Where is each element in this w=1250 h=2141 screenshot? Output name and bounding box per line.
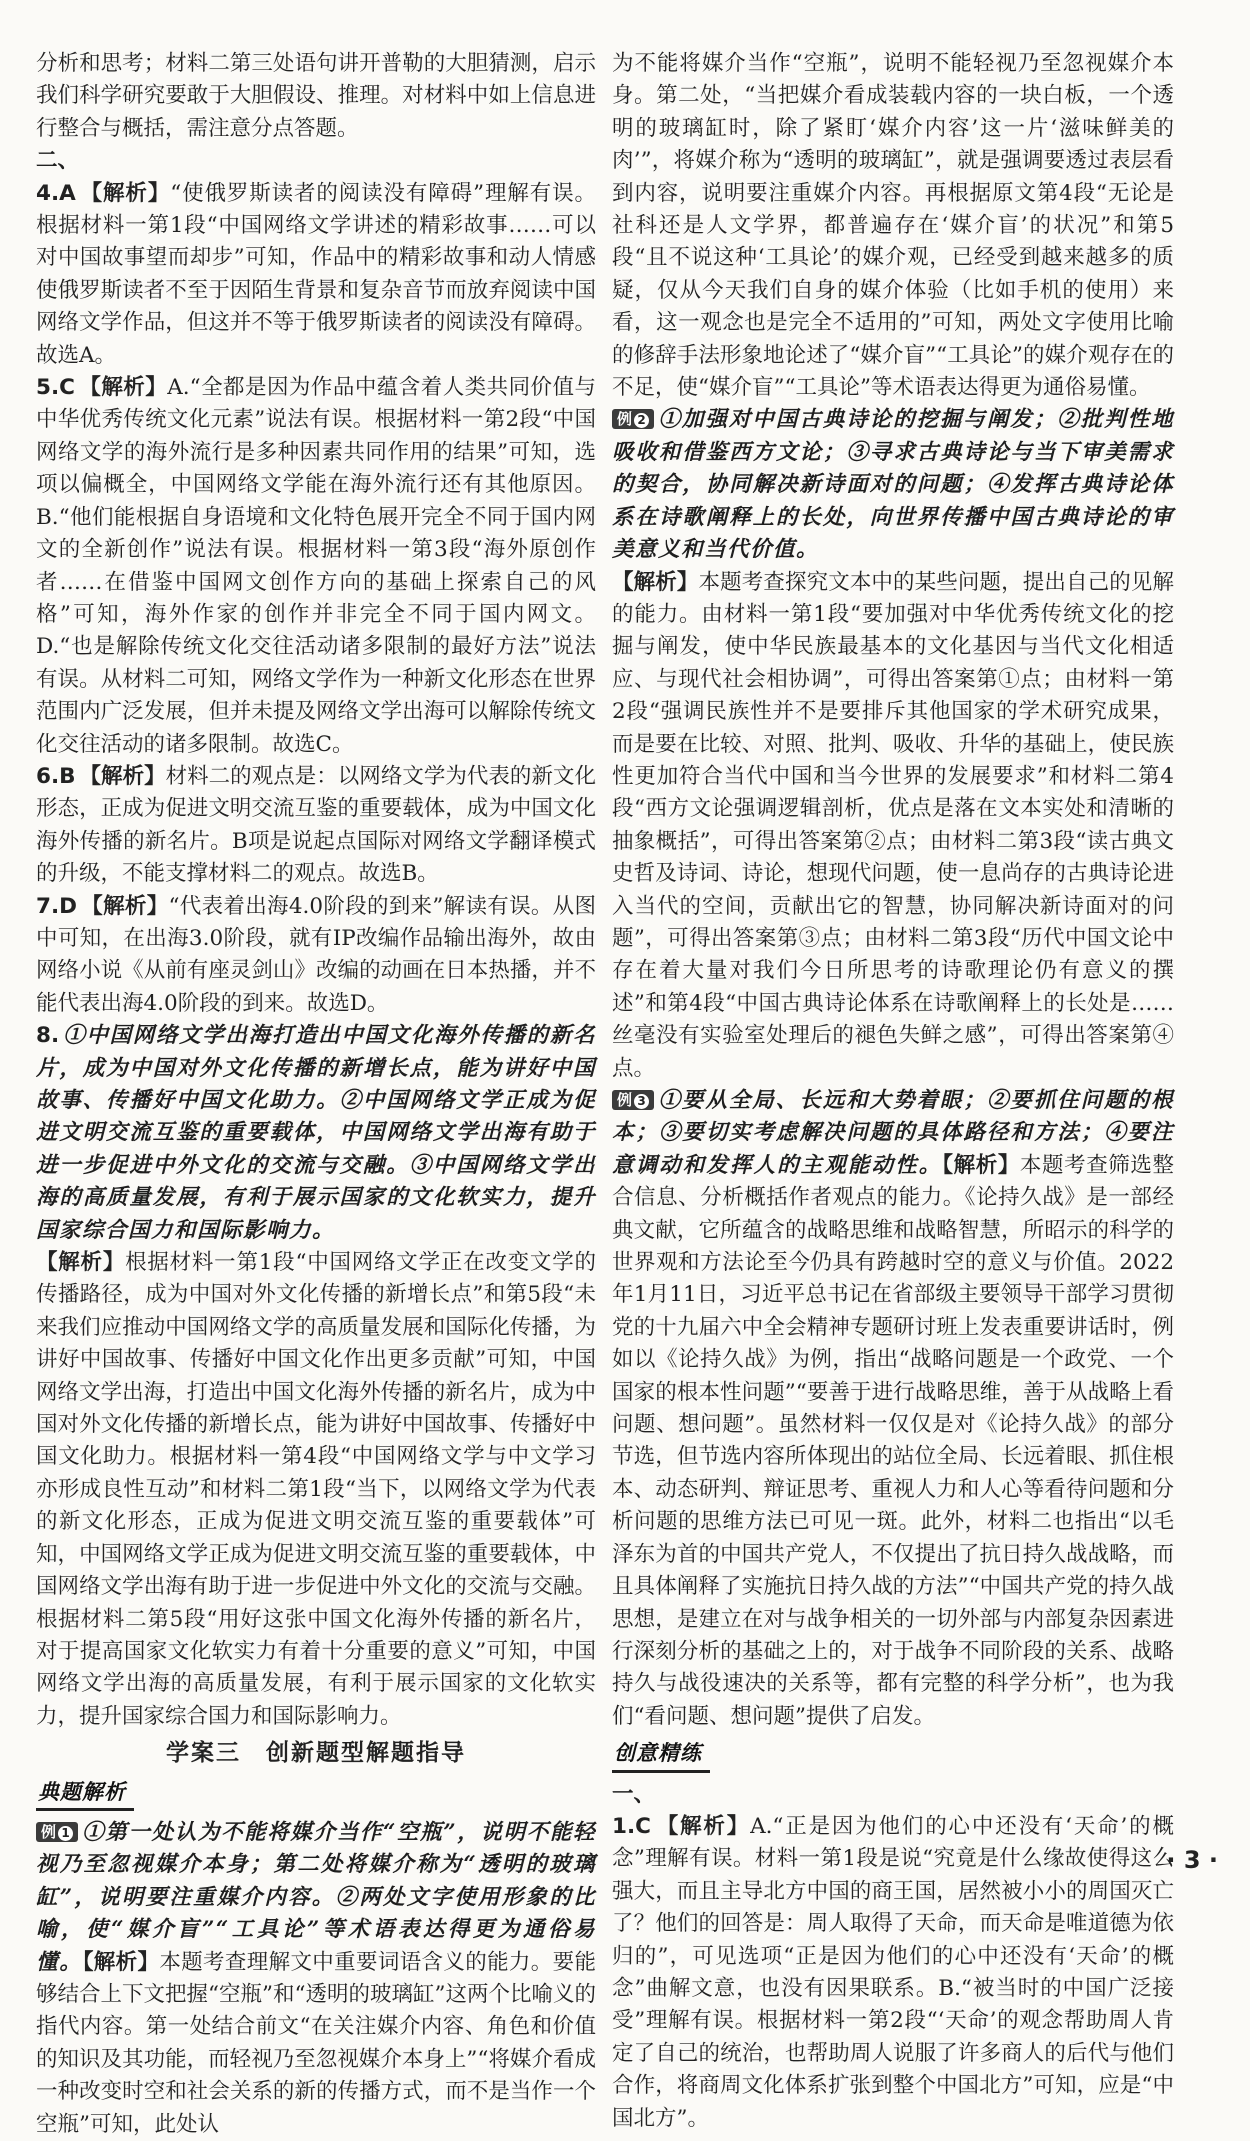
example-3-tag: 【解析】: [942, 1152, 1020, 1178]
left-column: [36, 48, 596, 2141]
q6-text: 材料二的观点是：以网络文学为代表的新文化形态，正成为促进文明交流互鉴的重要载体，成为中国文化海外传播的新名片。B项是说起点国际对网络文学翻译模式的升级，不能支撑材料二的观点。故选B。: [36, 763, 596, 887]
example-3: [612, 1085, 1174, 1733]
example-1: [36, 1817, 596, 2141]
q5-tag: 【解析】: [78, 375, 168, 401]
q6-number: 6.B: [36, 763, 76, 789]
answer-q4: [36, 178, 596, 372]
example-1-badge: 例 1: [36, 1822, 78, 1842]
example-2-handwritten-answer: ①加强对中国古典诗论的挖掘与阐发；②批判性地吸收和借鉴西方文论；③寻求古典诗论与当下审美需求的契合，协同解决新诗面对的问题；④发挥古典诗论体系在诗歌阐释上的长处，向世界传播中国古典诗论的审美意义和当代价值。: [612, 407, 1174, 563]
example-1-text: 本题考查理解文中重要词语含义的能力。要能够结合上下文把握“空瓶”和“透明的玻璃缸”这两个比喻义的指代内容。第一处结合前文“在关注媒介内容、角色和价值的知识及其功能，而轻视乃至忽视媒介本身上”“将媒介看成一种改变时空和社会关系的新的传播方式，而不是当作一个空瓶”可知，此处认: [36, 1949, 596, 2137]
q4-number: 4.A: [36, 180, 76, 206]
answer-q5: [36, 372, 596, 761]
example-1-continued: 为不能将媒介当作“空瓶”，说明不能轻视乃至忽视媒介本身。第二处，“当把媒介看成装载内容的一块白板，一个透明的玻璃缸时，除了紧盯‘媒介内容’这一片‘滋味鲜美的肉’”，将媒介称为“透明的玻璃缸”，就是强调要透过表层看到内容，说明要注重媒介内容。再根据原文第4段“无论是社科还是人文学界，都普遍存在‘媒介盲’的状况”和第5段“且不说这种‘工具论’的媒介观，已经受到越来越多的质疑，仅从今天我们自身的媒介体验（比如手机的使用）来看，这一观念也是完全不适用的”可知，两处文字使用比喻的修辞手法形象地论述了“媒介盲”“工具论”的媒介观存在的不足，使“媒介盲”“工具论”等术语表达得更为通俗易懂。: [612, 51, 1174, 401]
q7-text: “代表着出海4.0阶段的到来”解读有误。从图中可知，在出海3.0阶段，就有IP改编作品输出海外，故由网络小说《从前有座灵剑山》改编的动画在日本热播，并不能代表出海4.0阶段的到来。故选D。: [36, 893, 596, 1016]
chapter-title: 学案三 创新题型解题指导: [166, 1740, 466, 1767]
q1-text: A.“正是因为他们的心中还没有‘天命’的概念”理解有误。材料一第1段是说“究竟是什么缘故使得这么强大，而且主导北方中国的商王国，居然被小小的周国灭亡了？他们的回答是：周人取得了天命，而天命是唯道德为依归的”，可见选项“正是因为他们的心中还没有‘天命’的概念”曲解文意，也没有因果联系。B.“被当时的中国广泛接受”理解有误。根据材料一第2段“‘天命’的观念帮助周人肯定了自己的统治，也帮助周人说服了许多商人的后代与他们合作，将商周文化体系扩张到整个中国北方”可知，应是“中国北方”。: [612, 1813, 1174, 2131]
example-2-badge: 例 2: [612, 409, 654, 429]
intro-paragraph: 分析和思考；材料二第三处语句讲开普勒的大胆猜测，启示我们科学研究要敢于大胆假设、推理。对材料中如上信息进行整合与概括，需注意分点答题。: [36, 51, 596, 141]
q7-number: 7.D: [36, 893, 77, 919]
section-label-practice: 创意精练: [612, 1737, 710, 1772]
example-3-text: 本题考查筛选整合信息、分析概括作者观点的能力。《论持久战》是一部经典文献，它所蕴含的战略思维和战略智慧，所昭示的科学的世界观和方法论至今仍具有跨越时空的意义与价值。2022年1月11日，习近平总书记在省部级主要领导干部学习贯彻党的十九届六中全会精神专题研讨班上发表重要讲话时，例如以《论持久战》为例，指出“战略问题是一个政党、一个国家的根本性问题”“要善于进行战略思维，善于从战略上看问题、想问题”。虽然材料一仅仅是对《论持久战》的部分节选，但节选内容所体现出的站位全局、长远着眼、抓住根本、动态研判、辩证思考、重视人力和人心等看待问题和分析问题的思维方法已可见一斑。此外，材料二也指出“以毛泽东为首的中国共产党人，不仅提出了抗日持久战战略，而且具体阐释了实施抗日持久战的方法”“中国共产党的持久战思想，是建立在对与战争相关的一切外部与内部复杂因素进行深刻分析的基础之上的，对于战争不同阶段的关系、战略持久与战役速决的关系等，都有完整的科学分析”，也为我们“看问题、想问题”提供了启发。: [612, 1152, 1174, 1729]
q5-text: A.“全都是因为作品中蕴含着人类共同价值与中华优秀传统文化元素”说法有误。根据材料一第2段“中国网络文学的海外流行是多种因素共同作用的结果”可知，选项以偏概全，中国网络文学能在海外流行还有其他原因。B.“他们能根据自身语境和文化特色展开完全不同于国内网文的全新创作”说法有误。根据材料一第3段“海外原创作者……在借鉴中国网文创作方向的基础上探索自己的风格”可知，海外作家的创作并非完全不同于国内网文。D.“也是解除传统文化交往活动诸多限制的最好方法”说法有误。从材料二可知，网络文学作为一种新文化形态在世界范围内广泛发展，但并未提及网络文学出海可以解除传统文化交往活动的诸多限制。故选C。: [36, 375, 596, 757]
example-1-handwritten-answer: ①第一处认为不能将媒介当作“空瓶”，说明不能轻视乃至忽视媒介本身；第二处将媒介称为“透明的玻璃缸”，说明要注重媒介内容。②两处文字使用形象的比喻，使“媒介盲”“工具论”等术语表达得更为通俗易懂。: [36, 1819, 596, 1975]
right-column: [612, 48, 1174, 2135]
q6-tag: 【解析】: [79, 763, 166, 789]
q8-number: 8.: [36, 1023, 60, 1049]
example-2-tag: 【解析】: [612, 569, 699, 595]
q5-number: 5.C: [36, 375, 75, 401]
answer-q6: [36, 761, 596, 891]
example-2: [612, 404, 1174, 1085]
section-heading-two: 二、: [36, 148, 80, 174]
answer-q7: [36, 891, 596, 1021]
q1-tag: 【解析】: [654, 1813, 751, 1839]
example-3-badge: 例 3: [612, 1090, 654, 1110]
section-heading-one: 一、: [612, 1781, 656, 1807]
example-1-tag: 【解析】: [82, 1949, 160, 1975]
answer-q8: [36, 1020, 596, 1733]
example-3-handwritten-answer: ①要从全局、长远和大势着眼；②要抓住问题的根本；③要切实考虑解决问题的具体路径和方法；④要注意调动和发挥人的主观能动性。: [612, 1088, 1174, 1178]
q7-tag: 【解析】: [80, 893, 169, 919]
q4-text: “使俄罗斯读者的阅读没有障碍”理解有误。根据材料一第1段“中国网络文学讲述的精彩故事……可以对中国故事望而却步”可知，作品中的精彩故事和动人情感使俄罗斯读者不至于因陌生背景和复杂音节而放弃阅读中国网络文学作品，但这并不等于俄罗斯读者的阅读没有障碍。故选A。: [36, 180, 596, 368]
answer-q1: [612, 1811, 1174, 2135]
q4-tag: 【解析】: [79, 180, 171, 206]
page-number: · 3 ·: [1166, 1846, 1218, 1874]
q8-text: 根据材料一第1段“中国网络文学正在改变文学的传播路径，成为中国对外文化传播的新增长点”和第5段“未来我们应推动中国网络文学的高质量发展和国际化传播，为讲好中国故事、传播好中国文化作出更多贡献”可知，中国网络文学出海，打造出中国文化海外传播的新名片，成为中国对外文化传播的新增长点，能为讲好中国故事、传播好中国文化助力。根据材料一第4段“中国网络文学与中文学习亦形成良性互动”和材料二第1段“当下，以网络文学为代表的新文化形态，正成为促进文明交流互鉴的重要载体”可知，中国网络文学正成为促进文明交流互鉴的重要载体，中国网络文学出海有助于进一步促进中外文化的交流与交融。根据材料二第5段“用好这张中国文化海外传播的新名片，对于提高国家文化软实力有着十分重要的意义”可知，中国网络文学出海的高质量发展，有利于展示国家的文化软实力，提升国家综合国力和国际影响力。: [36, 1250, 596, 1729]
q1-number: 1.C: [612, 1813, 651, 1839]
section-label-typical: 典题解析: [36, 1776, 134, 1811]
q8-tag: 【解析】: [36, 1250, 126, 1276]
example-2-text: 本题考查探究文本中的某些问题，提出自己的见解的能力。由材料一第1段“要加强对中华优秀传统文化的挖掘与阐发，使中华民族最基本的文化基因与当代文化相适应、与现代社会相协调”，可得出答案第①点；由材料一第2段“强调民族性并不是要排斥其他国家的学术研究成果，而是要在比较、对照、批判、吸收、升华的基础上，使民族性更加符合当代中国和当今世界的发展要求”和材料二第4段“西方文论强调逻辑剖析，优点是落在文本实处和清晰的抽象概括”，可得出答案第②点；由材料二第3段“读古典文史哲及诗词、诗论，想现代问题，使一息尚存的古典诗论进入当代的空间，贡献出它的智慧，协同解决新诗面对的问题”，可得出答案第③点；由材料二第3段“历代中国文论中存在着大量对我们今日所思考的诗歌理论仍有意义的撰述”和第4段“中国古典诗论体系在诗歌阐释上的长处是……丝毫没有实验室处理后的褪色失鲜之感”，可得出答案第④点。: [612, 569, 1174, 1081]
q8-handwritten-answer: ①中国网络文学出海打造出中国文化海外传播的新名片，成为中国对外文化传播的新增长点，能为讲好中国故事、传播好中国文化助力。②中国网络文学正成为促进文明交流互鉴的重要载体，中国网络文学出海有助于进一步促进中外文化的交流与交融。③中国网络文学出海的高质量发展，有利于展示国家的文化软实力，提升国家综合国力和国际影响力。: [36, 1023, 596, 1243]
